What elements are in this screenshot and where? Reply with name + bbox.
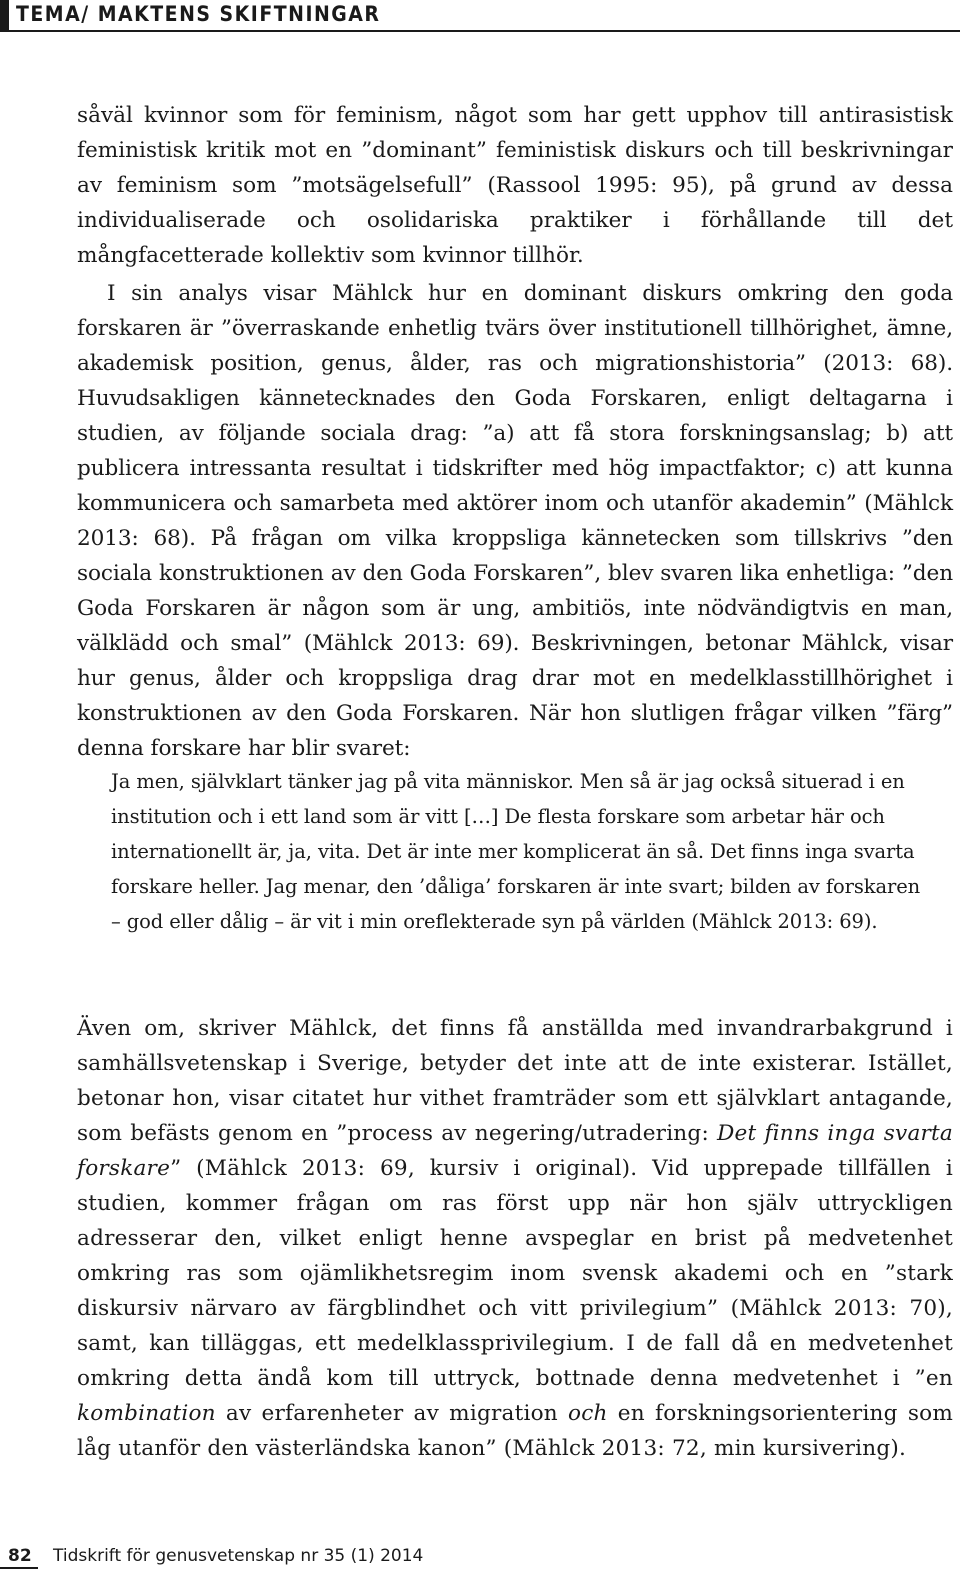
header-accent-bar: [0, 0, 9, 30]
section-title: TEMA/ MAKTENS SKIFTNINGAR: [16, 2, 381, 26]
paragraph-3: [77, 1011, 953, 1466]
journal-citation: Tidskrift för genusvetenskap nr 35 (1) 2014: [53, 1546, 424, 1566]
paragraph-3-text: [77, 1011, 953, 1466]
block-quote-text: Ja men, självklart tänker jag på vita människor. Men så är jag också situerad i en institution och i ett land som är vitt […] De flesta forskare som arbetar här och internationellt är, ja, vita. Det är inte mer komplicerat än så. Det finns inga svarta forskare heller. Jag menar, den ’dåliga’ forskaren är inte svart; bilden av forskaren – god eller dålig – är vit i min oreflekterade syn på världen (Mählck 2013: 69).: [111, 770, 921, 933]
paragraph-2-text: I sin analys visar Mählck hur en dominant diskurs omkring den goda forskaren är ”överraskande enhetlig tvärs över institutionell tillhörighet, ämne, akademisk position, genus, ålder, ras och migrationshistoria” (2013: 68). Huvudsakligen kännetecknades den Goda Forskaren, enligt deltagarna i studien, av följande sociala drag: ”a) att få stora forskningsanslag; b) att publicera intressanta resultat i tidskrifter med hög impactfaktor; c) att kunna kommunicera och samarbeta med aktörer inom och utanför akademin” (Mählck 2013: 68). På frågan om vilka kroppsliga kännetecken som tillskrivs ”den sociala konstruktionen av den Goda Forskaren”, blev svaren lika enhetliga: ”den Goda Forskaren är någon som är ung, ambitiös, inte nödvändigtvis en man, välklädd och smal” (Mählck 2013: 69). Beskrivningen, betonar Mählck, visar hur genus, ålder och kroppsliga drag drar mot en medelklasstillhörighet i konstruktionen av den Goda Forskaren. När hon slutligen frågar vilken ”färg” denna forskare har blir svaret:: [77, 281, 953, 761]
paragraph-1: [77, 98, 953, 273]
page-footer: [0, 1544, 960, 1568]
p3-text-1: Även om, skriver Mählck, det finns få anställda med invandrarbakgrund i samhällsvetenskap i Sverige, betyder det inte att de inte existerar. Istället, betonar hon, visar citatet hur vithet framträder som ett självklart antagande, som befästs genom en ”process av negering/utradering:: [77, 1016, 953, 1146]
footer-rule: [0, 1567, 38, 1569]
p3-italic-2: kombination: [77, 1401, 216, 1426]
page-number: 82: [8, 1546, 32, 1566]
paragraph-1-text: såväl kvinnor som för feminism, något som har gett upphov till antirasistisk feministisk kritik mot en ”dominant” feministisk diskurs och till beskrivningar av feminism som ”motsägelsefull” (Rassool 1995: 95), på grund av dessa individualiserade och osolidariska praktiker i förhållande till det mångfacetterade kollektiv som kvinnor tillhör.: [77, 103, 953, 268]
paragraph-2: [77, 276, 953, 766]
p3-italic-1: Det finns inga svarta forskare: [77, 1121, 953, 1181]
p3-text-4: en forskningsorientering som låg utanför den västerländska kanon” (Mählck 2013: 72, min kursivering).: [77, 1401, 953, 1461]
p3-text-3: av erfarenheter av migration: [215, 1401, 569, 1426]
p3-italic-3: och: [568, 1401, 608, 1426]
p3-text-2: ” (Mählck 2013: 69, kursiv i original). Vid upprepade tillfällen i studien, kommer frågan om ras först upp när hon själv uttryckligen adresserar den, vilket enligt henne avspeglar en brist på medvetenhet omkring ras som ojämlikhetsregim inom svensk akademi och en ”stark diskursiv närvaro av färgblindhet och vitt privilegium” (Mählck 2013: 70), samt, kan tilläggas, ett medelklassprivilegium. I de fall då en medvetenhet omkring detta ändå kom till uttryck, bottnade denna medvetenhet i ”en: [77, 1156, 953, 1391]
block-quote: [111, 764, 931, 939]
header-rule: [0, 30, 960, 32]
section-header: [0, 0, 380, 30]
